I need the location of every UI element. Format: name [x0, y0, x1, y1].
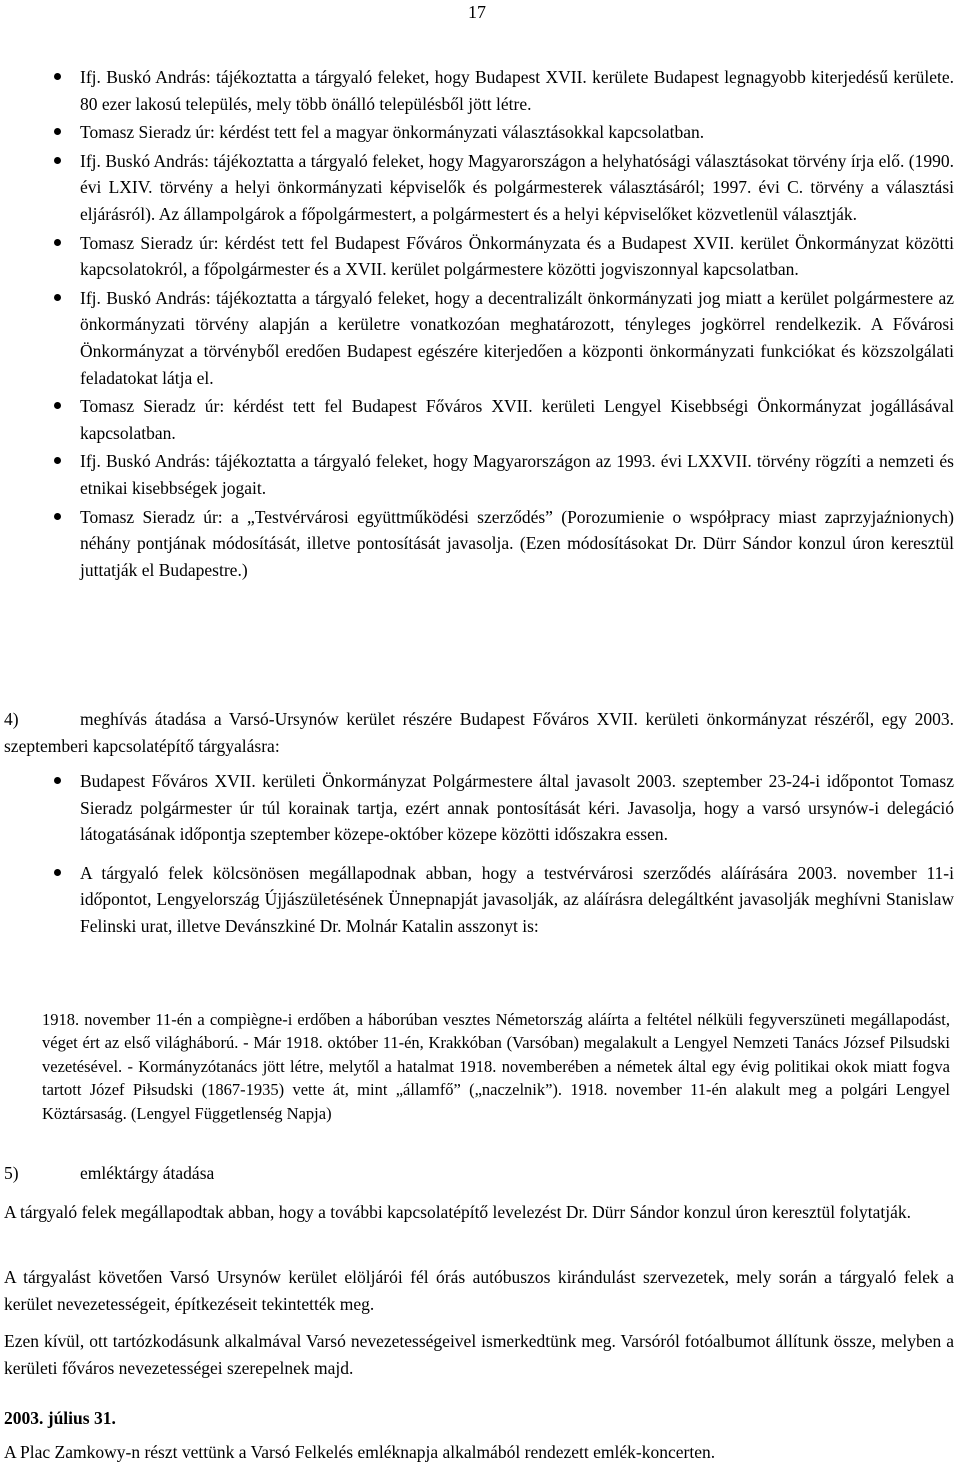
- paragraph: Ezen kívül, ott tartózkodásunk alkalmával Varsó nevezetességeivel ismerkedtünk meg. Varsóról fotóalbumot állítunk össze, melyben a kerületi főváros nevezetességei szerepelnek majd.: [4, 1331, 954, 1378]
- section-number: 5): [4, 1163, 19, 1183]
- section-4-heading: [4, 706, 954, 759]
- section-text: emléktárgy átadása: [80, 1163, 215, 1183]
- list-item: Tomasz Sieradz úr: kérdést tett fel Budapest Főváros XVII. kerületi Lengyel Kisebbségi Önkormányzat jogállásával kapcsolatban.: [54, 393, 954, 446]
- list-item: Tomasz Sieradz úr: a „Testvérvárosi együttműködési szerződés” (Porozumienie o współpracy miast zaprzyjaźnionych) néhány pontjának módosítását, illetve pontosítását javasolja. (Ezen módosításokat Dr. Dürr Sándor konzul úron keresztül juttatják el Budapestre.): [54, 504, 954, 584]
- list-item: Budapest Főváros XVII. kerületi Önkormányzat Polgármestere által javasolt 2003. szeptember 23-24-i időpontot Tomasz Sieradz polgármester úr túl korainak tartja, ezért annak pontosítását kéri. Javasolja, hogy a varsó ursynów-i delegáció látogatásának időpontja szeptember közepe-október közepe közötti időszakra essen.: [54, 768, 954, 848]
- list-item: Ifj. Buskó András: tájékoztatta a tárgyaló feleket, hogy Budapest XVII. kerülete Budapest legnagyobb kiterjedésű kerülete. 80 ezer lakosú település, mely több önálló településből jött létre.: [54, 64, 954, 117]
- page-number: 17: [468, 2, 486, 22]
- list-item: Tomasz Sieradz úr: kérdést tett fel Budapest Főváros Önkormányzata és a Budapest XVII. kerület Önkormányzat közötti kapcsolatokról, a főpolgármester és a XVII. kerület polgármestere közötti jogviszonnyal kapcsolatban.: [54, 230, 954, 283]
- list-item: A tárgyaló felek kölcsönösen megállapodnak abban, hogy a testvérvárosi szerződés aláírására 2003. november 11-i időpontot, Lengyelország Újjászületésének Ünnepnapját javasolják, az aláírásra delegáltként javasolják meghívni Stanislaw Felinski urat, illetve Devánszkiné Dr. Molnár Katalin asszonyt is:: [54, 860, 954, 940]
- section-text: meghívás átadása a Varsó-Ursynów kerület részére Budapest Főváros XVII. kerületi önkormányzat részéről, egy 2003. szeptemberi kapcsolatépítő tárgyalásra:: [4, 709, 954, 756]
- paragraph: A Plac Zamkowy-n részt vettünk a Varsó Felkelés emléknapja alkalmából rendezett emlék-koncerten.: [4, 1442, 716, 1462]
- list-item: Ifj. Buskó András: tájékoztatta a tárgyaló feleket, hogy a decentralizált önkormányzati jog miatt a kerület polgármestere az önkormányzati törvény alapján a kerületre vonatkozóan meghatározott, tényleges jogkörrel rendelkezik. A Fővárosi Önkormányzat a törvényből eredően Budapest egészére kiterjedően a központi önkormányzati funkciókat és közszolgálati feladatokat látja el.: [54, 285, 954, 391]
- list-item: Tomasz Sieradz úr: kérdést tett fel a magyar önkormányzati választásokkal kapcsolatban.: [54, 119, 954, 146]
- paragraph: A tárgyalást követően Varsó Ursynów kerület elöljárói fél órás autóbuszos kirándulást szervezetek, mely során a tárgyaló felek a kerület nevezetességeit, építkezéseit tekintették meg.: [4, 1267, 954, 1314]
- history-note: 1918. november 11-én a compiègne-i erdőben a háborúban vesztes Németország aláírta a feltétel nélküli fegyverszüneti megállapodást, véget ért az első világháború. - Már 1918. október 11-én, Krakkóban (Varsóban) megalakult a Lengyel Nemzeti Tanács József Pilsudski vezetésével. - Kormányzótanács jött létre, melytől a hatalmat 1918. novemberében a németek által egy évig politikai okok miatt fogva tartott Józef Piłsudski (1867-1935) vette át, mint „államfő” („naczelnik”). 1918. november 11-én alakult meg a polgári Lengyel Köztársaság. (Lengyel Függetlenség Napja): [42, 1010, 950, 1123]
- section-number: 4): [4, 709, 19, 729]
- list-item: Ifj. Buskó András: tájékoztatta a tárgyaló feleket, hogy Magyarországon az 1993. évi LXXVII. törvény rögzíti a nemzeti és etnikai kisebbségek jogait.: [54, 448, 954, 501]
- bullet-list-negotiation: [54, 64, 954, 585]
- date-heading: 2003. július 31.: [4, 1408, 116, 1428]
- bullet-list-section-4: [54, 768, 954, 952]
- paragraph: A tárgyaló felek megállapodtak abban, hogy a további kapcsolatépítő levelezést Dr. Dürr Sándor konzul úron keresztül folytatják.: [4, 1202, 911, 1222]
- list-item: Ifj. Buskó András: tájékoztatta a tárgyaló feleket, hogy Magyarországon a helyhatósági választásokat törvény írja elő. (1990. évi LXIV. törvény a helyi önkormányzati képviselők és polgármesterek választásáról; 1997. évi C. törvény a választási eljárásról). Az állampolgárok a főpolgármestert, a polgármestert és a helyi képviselőket közvetlenül választják.: [54, 148, 954, 228]
- section-5-heading: [4, 1160, 954, 1187]
